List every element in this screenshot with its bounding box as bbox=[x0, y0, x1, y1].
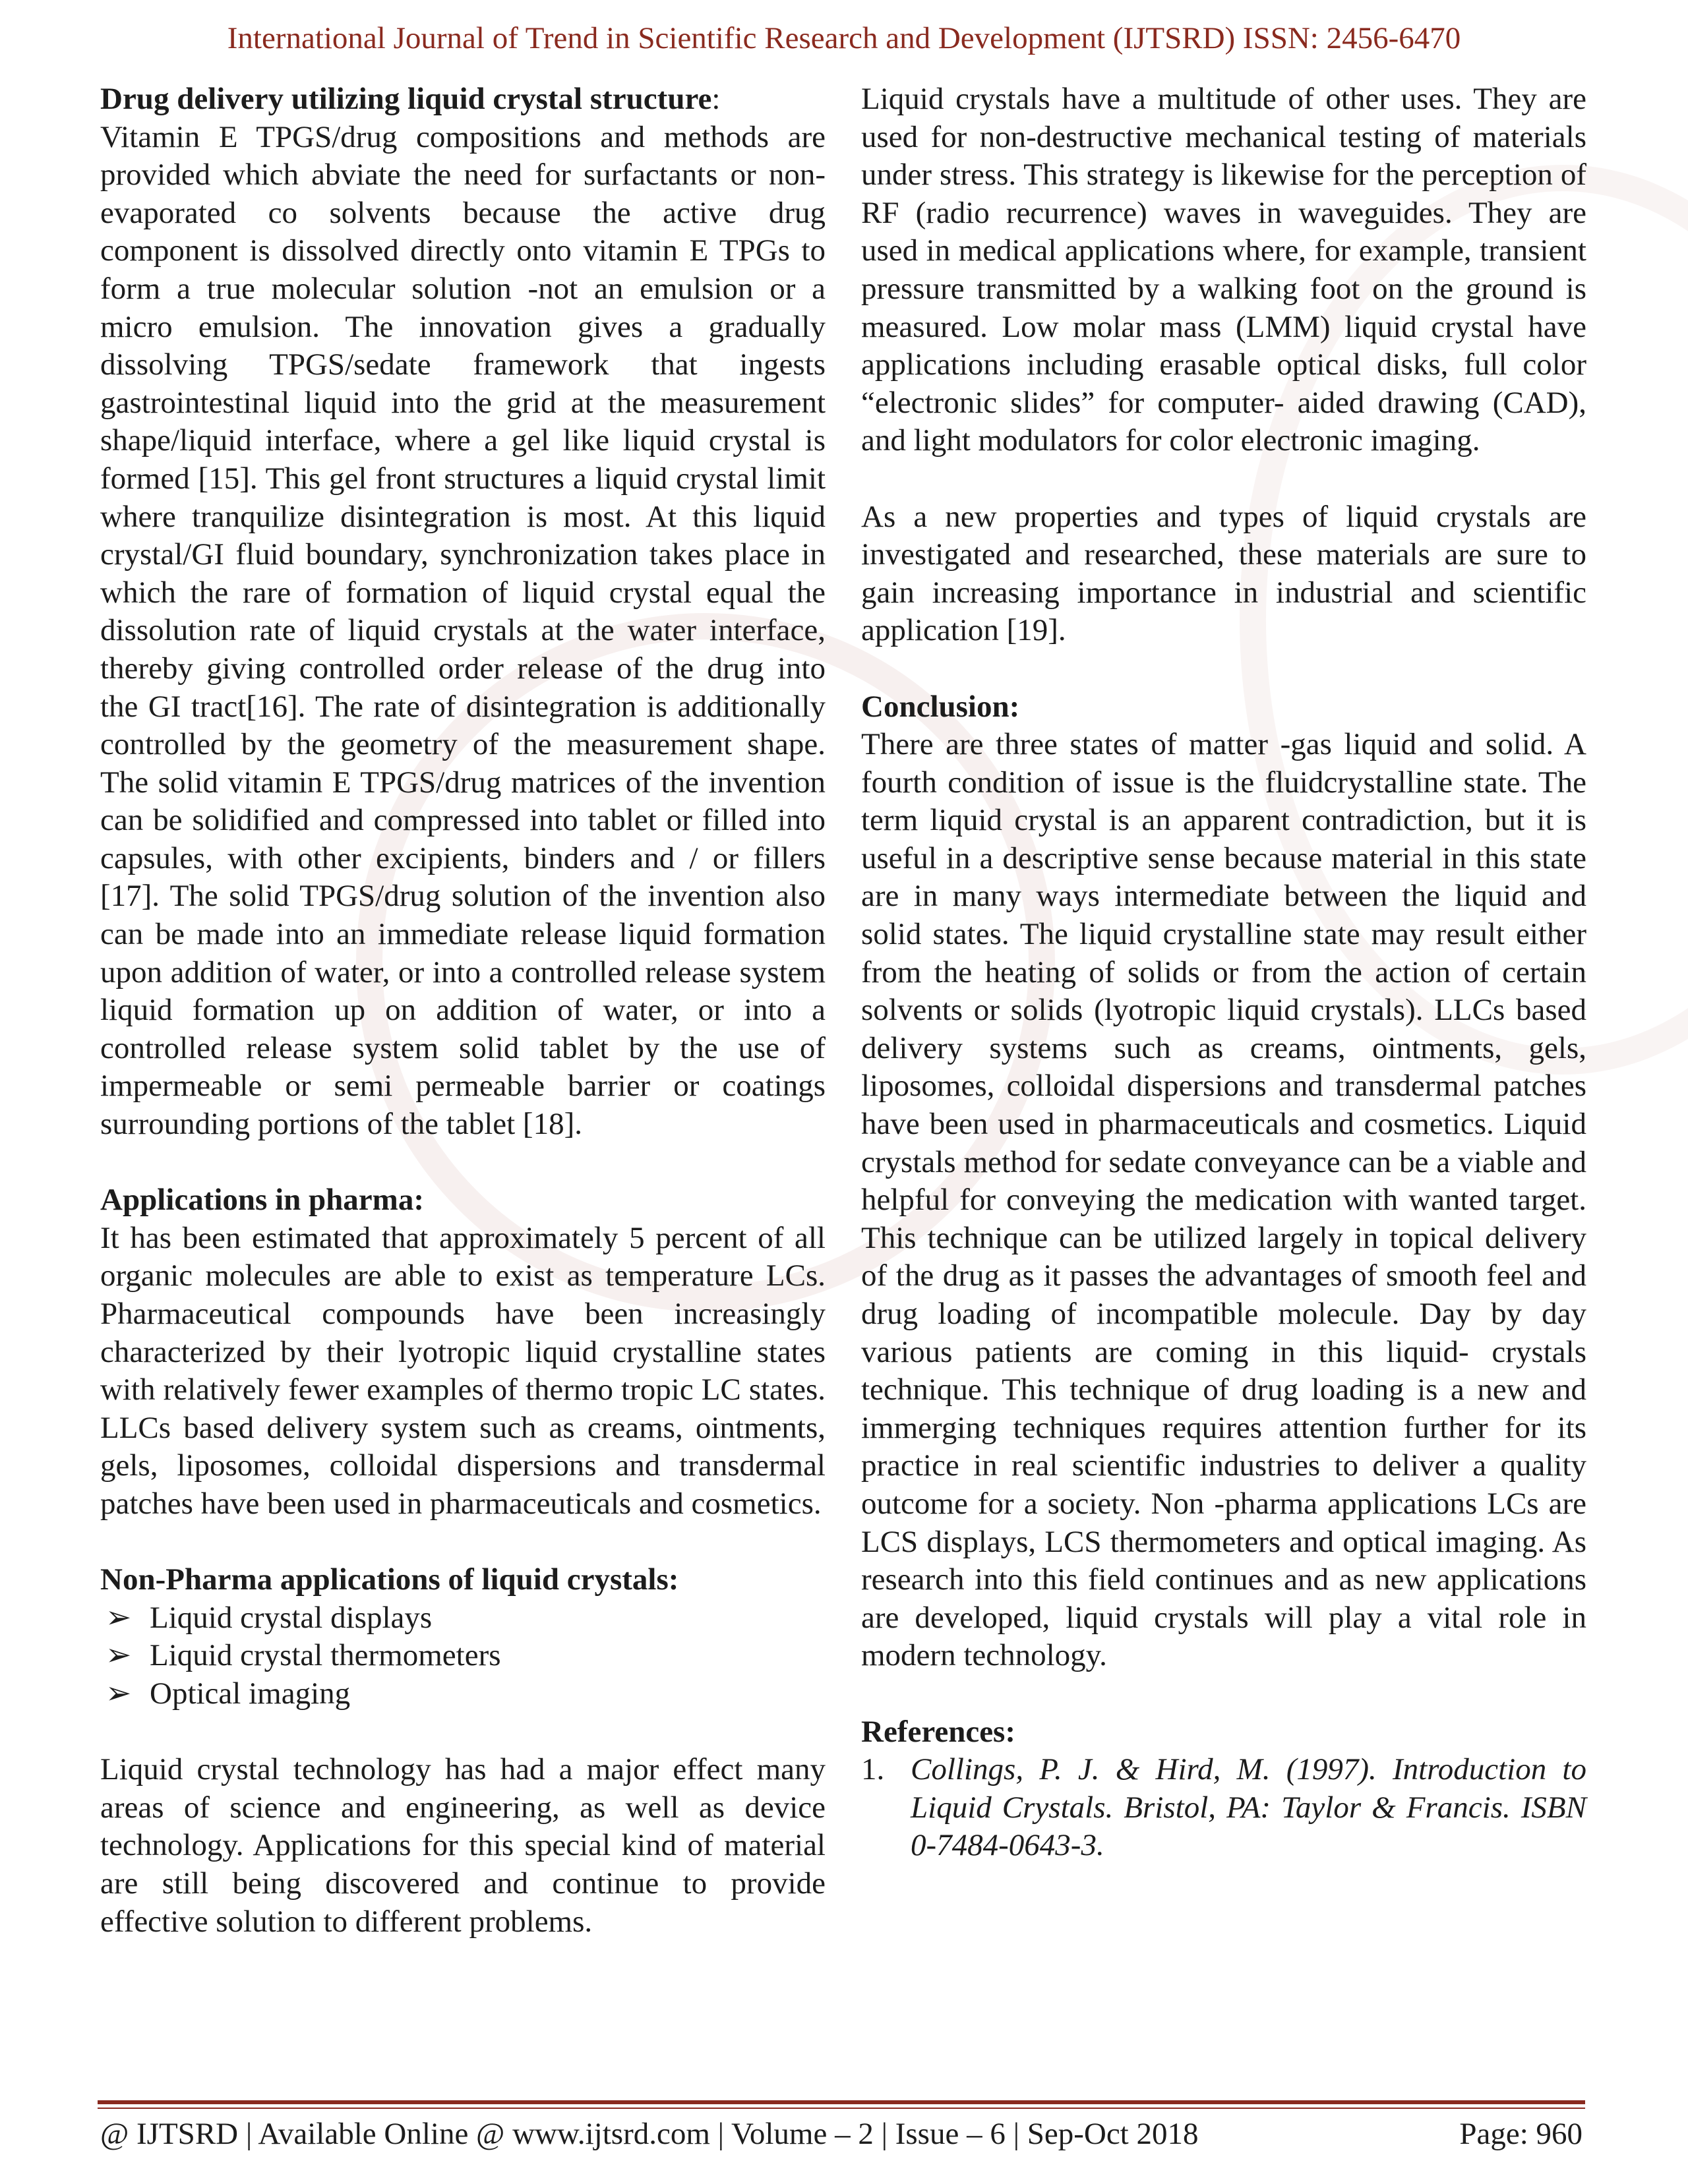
list-item-text: Liquid crystal displays bbox=[150, 1600, 433, 1635]
arrow-bullet-icon: ➢ bbox=[106, 1600, 132, 1635]
non-pharma-heading: Non-Pharma applications of liquid crystals: bbox=[100, 1562, 679, 1597]
footer-rule-thin bbox=[98, 2108, 1585, 2109]
footer-citation: @ IJTSRD | Available Online @ www.ijtsrd.com | Volume – 2 | Issue – 6 | Sep-Oct 2018 bbox=[100, 2117, 1199, 2151]
reference-item bbox=[861, 1751, 1586, 1865]
spacer bbox=[100, 1713, 826, 1752]
list-item bbox=[100, 1675, 826, 1713]
reference-text: Collings, P. J. & Hird, M. (1997). Introduction to Liquid Crystals. Bristol, PA: Taylor & Francis. ISBN 0-7484-0643-3. bbox=[911, 1752, 1586, 1863]
new-properties-paragraph: As a new properties and types of liquid crystals are investigated and researched, these materials are sure to gain increasing importance in industrial and scientific application [19]. bbox=[861, 499, 1586, 648]
applications-pharma-body: It has been estimated that approximately 5 percent of all organic molecules are able to exist as temperature LCs. Pharmaceutical compounds have been increasingly characterized by their lyotropic liquid crystalline states with relatively fewer examples of thermo tropic LC states. LLCs based delivery system such as creams, ointments, gels, liposomes, colloidal dispersions and transdermal patches have been used in pharmaceuticals and cosmetics. bbox=[100, 1220, 826, 1521]
list-item bbox=[100, 1599, 826, 1638]
reference-number: 1. bbox=[861, 1752, 885, 1787]
footer-rule-thick bbox=[98, 2100, 1585, 2104]
arrow-bullet-icon: ➢ bbox=[106, 1676, 132, 1711]
list-item bbox=[100, 1637, 826, 1675]
technology-paragraph: Liquid crystal technology has had a major effect many areas of science and engineering, as well as device technology. Applications for this special kind of material are still being discovered and continue to provide effective solution to different problems. bbox=[100, 1752, 826, 1939]
journal-header: International Journal of Trend in Scientific Research and Development (IJTSRD) ISSN: 2456-6470 bbox=[227, 21, 1461, 55]
conclusion-heading: Conclusion: bbox=[861, 689, 1020, 724]
drug-delivery-heading bbox=[100, 80, 826, 119]
drug-delivery-body: Vitamin E TPGS/drug compositions and methods are provided which abviate the need for surfactants or non-evaporated co solvents because the active drug component is dissolved directly onto vitamin E TPGs to form a true molecular solution -not an emulsion or a micro emulsion. The innovation gives a gradually dissolving TPGS/sedate framework that ingests gastrointestinal liquid into the grid at the measurement shape/liquid interface, where a gel like liquid crystal is formed [15]. This gel front structures a liquid crystal limit where tranquilize disintegration is most. At this liquid crystal/GI fluid boundary, synchronization takes place in which the rare of formation of liquid crystal equal the dissolution rate of liquid crystals at the water interface, thereby giving controlled order release of the drug into the GI tract[16]. The rate of disintegration is additionally controlled by the geometry of the measurement shape. The solid vitamin E TPGS/drug matrices of the invention can be solidified and compressed into tablet or filled into capsules, with other excipients, binders and / or fillers [17]. The solid TPGS/drug solution of the invention also can be made into an immediate release liquid formation upon addition of water, or into a controlled release system liquid formation up on addition of water, or into a controlled release system solid tablet by the use of impermeable or semi permeable barrier or coatings surrounding portions of the tablet [18]. bbox=[100, 119, 826, 1142]
spacer bbox=[861, 460, 1586, 498]
list-item-text: Liquid crystal thermometers bbox=[150, 1638, 501, 1673]
page-number: Page: 960 bbox=[1459, 2117, 1582, 2151]
drug-delivery-heading-text: Drug delivery utilizing liquid crystal structure bbox=[100, 82, 712, 116]
conclusion-body: There are three states of matter -gas liquid and solid. A fourth condition of issue is the fluidcrystalline state. The term liquid crystal is an apparent contradiction, but it is useful in a descriptive sense because material in this state are in many ways intermediate between the liquid and solid states. The liquid crystalline state may result either from the heating of solids or from the action of certain solvents or solids (lyotropic liquid crystals). LLCs based delivery systems such as creams, ointments, gels, liposomes, colloidal dispersions and transdermal patches have been used in pharmaceuticals and cosmetics. Liquid crystals method for sedate conveyance can be a viable and helpful for conveying the medication with wanted target. This technique can be utilized largely in topical delivery of the drug as it passes the advantages of smooth feel and drug loading of incompatible molecule. Day by day various patients are coming in this liquid- crystals technique. This technique of drug loading is a new and immerging techniques requires attention further for its practice in real scientific industries to deliver a quality outcome for a society. Non -pharma applications LCs are LCS displays, LCS thermometers and optical imaging. As research into this field continues and as new applications are developed, liquid crystals will play a vital role in modern technology. bbox=[861, 727, 1586, 1673]
spacer bbox=[100, 1523, 826, 1562]
right-column bbox=[861, 80, 1586, 1865]
spacer bbox=[861, 1675, 1586, 1713]
drug-delivery-heading-colon: : bbox=[711, 82, 721, 116]
references-list bbox=[861, 1751, 1586, 1865]
references-heading: References: bbox=[861, 1714, 1015, 1749]
left-column bbox=[100, 80, 826, 1941]
non-pharma-list bbox=[100, 1599, 826, 1713]
spacer bbox=[861, 650, 1586, 688]
list-item-text: Optical imaging bbox=[150, 1676, 351, 1711]
applications-pharma-heading: Applications in pharma: bbox=[100, 1183, 424, 1218]
other-uses-paragraph: Liquid crystals have a multitude of other uses. They are used for non-destructive mechanical testing of materials under stress. This strategy is likewise for the perception of RF (radio recurrence) waves in waveguides. They are used in medical applications where, for example, transient pressure transmitted by a walking foot on the ground is measured. Low molar mass (LMM) liquid crystal have applications including erasable optical disks, full color “electronic slides” for computer- aided drawing (CAD), and light modulators for color electronic imaging. bbox=[861, 82, 1586, 458]
spacer bbox=[100, 1144, 826, 1182]
arrow-bullet-icon: ➢ bbox=[106, 1638, 132, 1673]
